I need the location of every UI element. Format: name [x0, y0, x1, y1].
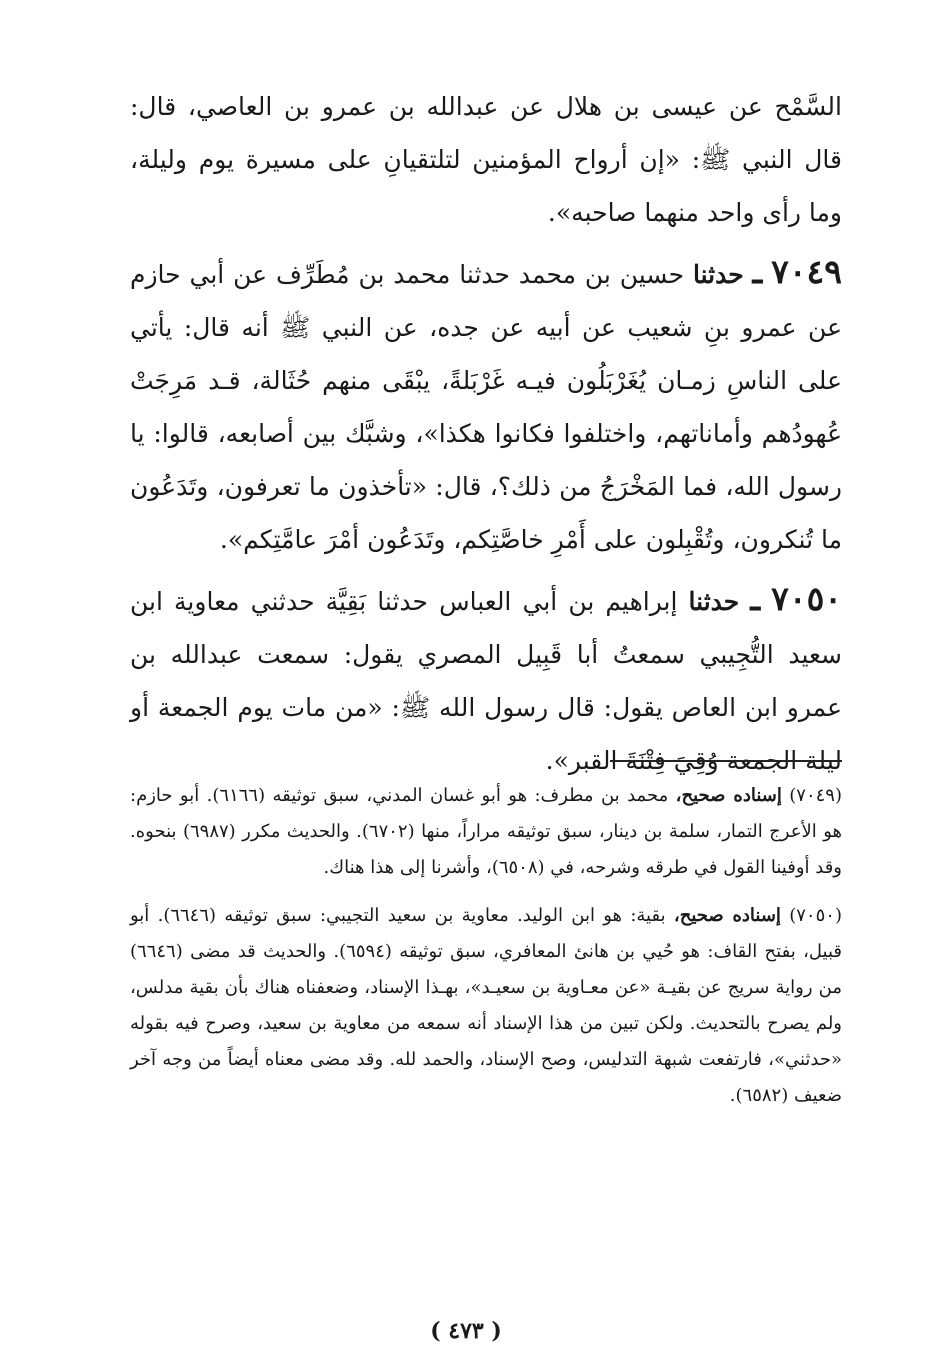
hadith-dash: ـ: [750, 579, 761, 618]
footnote-ref: (٧٠٥٠): [789, 905, 842, 926]
footnote-divider: [610, 760, 842, 762]
footnote-text: بقية: هو ابن الوليد. معاوية بن سعيد التجيبي: سبق توثيقه (٦٦٤٦). أبو قبيل، بفتح القاف: هو حُيي بن هانئ المعافري، سبق توثيقه (٦٥٩٤). والحديث قد مضى (٦٦٤٦) من رواية سريج عن بقيـة «عن معـاوية بن سعيـد»، بهـذا الإسناد، وضعفناه هناك بأن بقية مدلس، ولم يصرح بالتحديث. ولكن تبين من هذا الإسناد أنه سمعه من معاوية بن سعيد، وصرح فيه بقوله «حدثني»، فارتفعت شبهة التدليس، وصح الإسناد، والحمد لله. وقد مضى معناه أيضاً من وجه آخر ضعيف (٦٥٨٢).: [130, 905, 843, 1106]
hadith-dash: ـ: [752, 252, 763, 291]
footnote-ref: (٧٠٤٩): [789, 785, 842, 806]
hadith-text: إبراهيم بن أبي العباس حدثنا بَقِيَّة حدثني معاوية ابن سعيد التُّجِيبي سمعتُ أبا قَبِيل المصري يقول: سمعت عبدالله بن عمرو ابن العاص يقول: قال رسول الله ﷺ: «من مات يوم الجمعة أو ليلة الجمعة وُقِيَ فِتْنَةَ القبر».: [130, 587, 842, 775]
footnote-7050: [130, 898, 842, 1114]
footnote-label: إسناده صحيح،: [673, 905, 781, 926]
hadith-number: ٧٠٤٩: [771, 252, 843, 291]
hadith-7050: [130, 572, 842, 787]
footnotes: [130, 778, 842, 1126]
hadith-keyword: حدثنا: [688, 587, 740, 616]
continued-paragraph: السَّمْح عن عيسى بن هلال عن عبدالله بن عمرو بن العاصي، قال: قال النبي ﷺ: «إن أرواح المؤمنين لتلتقيانِ على مسيرة يوم وليلة، وما رأى واحد منهما صاحبه».: [130, 92, 842, 227]
hadith-number: ٧٠٥٠: [771, 579, 843, 618]
hadith-7049: [130, 245, 842, 566]
footnote-7049: [130, 778, 842, 886]
page-number: ( ٤٧٣ ): [430, 1318, 502, 1344]
hadith-keyword: حدثنا: [692, 260, 744, 289]
footnote-label: إسناده صحيح،: [675, 785, 782, 806]
hadith-text: حسين بن محمد حدثنا محمد بن مُطَرِّف عن أبي حازم عن عمرو بنِ شعيب عن أبيه عن جده، عن النبي ﷺ أنه قال: يأتي على الناسِ زمـان يُغَرْبَلُون فيـه غَرْبَلةً، يبْقَى منهم حُثَالة، قـد مَرِجَتْ عُهودُهم وأماناتهم، واختلفوا فكانوا هكذا»، وشبَّك بين أصابعه، قالوا: يا رسول الله، فما المَخْرَجُ من ذلك؟، قال: «تأخذون ما تعرفون، وتَدَعُون ما تُنكرون، وتُقْبِلون على أَمْرِ خاصَّتِكم، وتَدَعُون أمْرَ عامَّتِكم».: [130, 260, 842, 554]
footnote-text: محمد بن مطرف: هو أبو غسان المدني، سبق توثيقه (٦١٦٦). أبو حازم: هو الأعرج التمار، سلمة بن دينار، سبق توثيقه مراراً، منها (٦٧٠٢). والحديث مكرر (٦٩٨٧) بنحوه. وقد أوفينا القول في طرقه وشرحه، في (٦٥٠٨)، وأشرنا إلى هذا هناك.: [130, 785, 842, 878]
main-text: [130, 80, 842, 793]
